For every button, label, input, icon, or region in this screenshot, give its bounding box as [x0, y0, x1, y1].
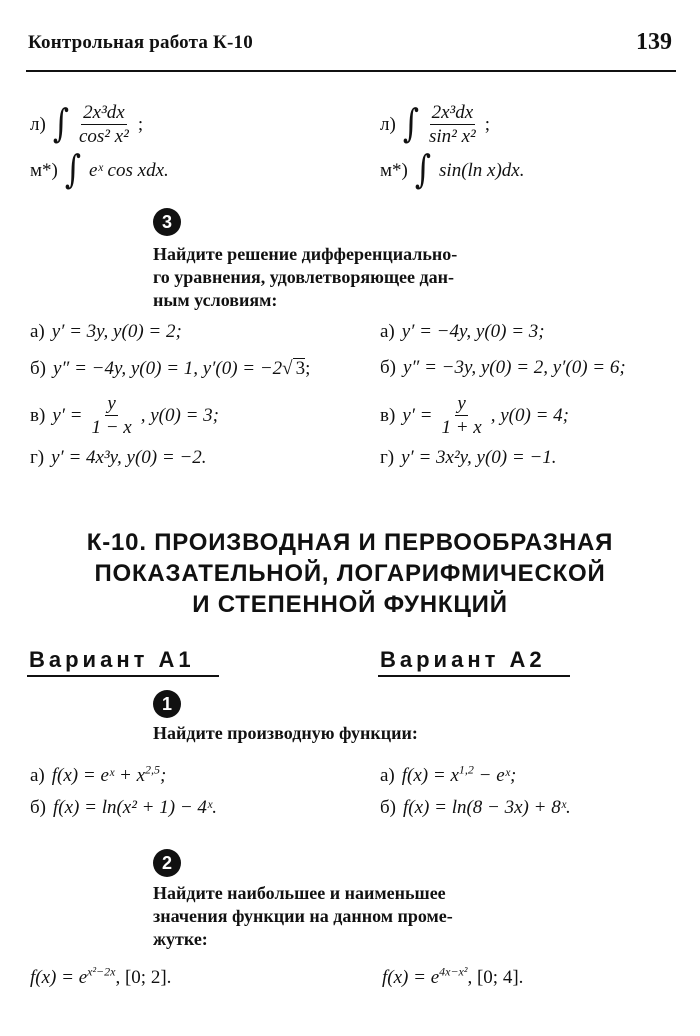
- chapter-title-line: ПОКАЗАТЕЛЬНОЙ, ЛОГАРИФМИЧЕСКОЙ: [94, 560, 606, 587]
- math-expression: [51, 762, 167, 786]
- exponent: x²−2x: [87, 964, 116, 979]
- task-3b-right: [380, 358, 626, 377]
- chapter-title-line: И СТЕПЕННОЙ ФУНКЦИЙ: [192, 591, 508, 618]
- section-2-marker: 2: [153, 849, 181, 877]
- fraction-denominator: cos² x²: [78, 126, 129, 147]
- task-3a-left: [30, 322, 182, 341]
- item-label: м*): [380, 159, 408, 181]
- expression-end: ;: [160, 765, 167, 786]
- task-m-right: [380, 147, 525, 193]
- fraction-numerator: 2x³dx: [431, 102, 474, 123]
- expression-part: f(x) = eˣ + x: [51, 765, 146, 786]
- fraction: [77, 103, 131, 146]
- math-expression: [53, 358, 310, 378]
- integral-sign: ∫: [52, 101, 69, 147]
- task-3v-right: [380, 394, 569, 437]
- item-label: б): [30, 797, 46, 818]
- task-3v-left: [30, 394, 219, 437]
- section-1-marker: 1: [153, 690, 181, 718]
- fraction-numerator: y: [457, 393, 466, 414]
- instruction-line: Найдите наибольшее и наименьшее: [153, 883, 446, 903]
- math-expression: [382, 964, 524, 988]
- instruction-line: го уравнения, удовлетворяющее дан-: [153, 267, 454, 287]
- math-expression: y″ = −3y, y(0) = 2, y′(0) = 6;: [403, 357, 626, 378]
- integral-sign: ∫: [414, 147, 432, 193]
- fraction-numerator: y: [107, 393, 116, 414]
- item-label: б): [380, 357, 396, 378]
- expression-part: f(x) = e: [30, 967, 88, 988]
- math-expression: y′ = 3x²y, y(0) = −1.: [401, 447, 557, 468]
- radical-sign: √: [282, 357, 293, 379]
- task-2-left: [30, 964, 172, 988]
- instruction-line: значения функции на данном проме-: [153, 906, 453, 926]
- section-2-instruction: [153, 882, 453, 951]
- page-number: 139: [636, 29, 672, 55]
- item-label: в): [380, 405, 396, 426]
- item-label: г): [30, 447, 45, 468]
- math-expression: eˣ cos xdx.: [89, 159, 169, 181]
- item-label: м*): [30, 159, 58, 181]
- math-expression: sin(ln x)dx.: [439, 159, 525, 181]
- fraction: [439, 394, 483, 437]
- math-expression: f(x) = ln(x² + 1) − 4ˣ.: [53, 797, 218, 818]
- task-l-left: [30, 103, 143, 146]
- exponent: 1,2: [458, 762, 474, 777]
- task-3g-left: [30, 448, 207, 467]
- fraction-numerator: 2x³dx: [83, 102, 125, 123]
- section-1-instruction: Найдите производную функции:: [153, 723, 418, 743]
- item-label: а): [30, 765, 45, 786]
- item-label: б): [30, 357, 46, 379]
- fraction-denominator: 1 + x: [441, 417, 482, 438]
- math-expression: [30, 964, 172, 988]
- exponent: 2,5: [145, 762, 161, 777]
- item-label: б): [380, 797, 396, 818]
- item-label: л): [30, 114, 46, 135]
- task-1a-left: [30, 762, 167, 786]
- item-label: в): [30, 405, 46, 426]
- fraction-denominator: sin² x²: [428, 126, 476, 147]
- expression-end: , [0; 2].: [115, 967, 172, 988]
- expression-part: f(x) = x: [401, 765, 459, 786]
- item-label: а): [30, 321, 45, 342]
- equation-lhs: y′ =: [402, 405, 433, 426]
- math-expression: y′ = 4x³y, y(0) = −2.: [51, 447, 207, 468]
- chapter-title-line: К-10. ПРОИЗВОДНАЯ И ПЕРВООБРАЗНАЯ: [86, 529, 614, 556]
- task-3b-left: [30, 358, 310, 378]
- punctuation: ;: [484, 114, 490, 135]
- integral-sign: ∫: [64, 147, 82, 193]
- expression-part: f(x) = e: [382, 967, 440, 988]
- equation-rhs: , y(0) = 4;: [490, 405, 569, 426]
- fraction: [427, 103, 478, 146]
- task-3g-right: [380, 448, 557, 467]
- task-1a-right: [380, 762, 517, 786]
- equation-lhs: y′ =: [52, 405, 83, 426]
- running-header-title: Контрольная работа К-10: [28, 32, 253, 53]
- fraction-denominator: 1 − x: [91, 417, 132, 438]
- exponent: 4x−x²: [439, 964, 468, 979]
- expression-part: y″ = −4y, y(0) = 1, y′(0) = −2: [53, 357, 283, 379]
- variant-a1-heading: Вариант А1: [29, 647, 195, 672]
- punctuation: ;: [305, 357, 311, 379]
- item-label: л): [380, 114, 396, 135]
- section-3-marker: 3: [153, 208, 181, 236]
- fraction: [89, 394, 133, 437]
- punctuation: ;: [137, 114, 144, 135]
- equation-rhs: , y(0) = 3;: [140, 405, 219, 426]
- chapter-title: [0, 527, 700, 620]
- task-2-right: [382, 964, 524, 988]
- integral-sign: ∫: [402, 101, 419, 147]
- expression-end: − eˣ;: [473, 765, 517, 786]
- task-l-right: [380, 103, 490, 146]
- expression-end: , [0; 4].: [467, 967, 524, 988]
- math-expression: f(x) = ln(8 − 3x) + 8ˣ.: [403, 797, 571, 818]
- math-expression: y′ = −4y, y(0) = 3;: [401, 321, 545, 342]
- task-1b-right: [380, 798, 571, 817]
- math-expression: y′ = 3y, y(0) = 2;: [51, 321, 182, 342]
- radicand: 3: [293, 358, 306, 378]
- variant-a1-rule: [27, 675, 219, 677]
- task-3a-right: [380, 322, 545, 341]
- instruction-line: жутке:: [153, 929, 208, 949]
- math-expression: [401, 762, 517, 786]
- item-label: г): [380, 447, 395, 468]
- instruction-line: Найдите решение дифференциально-: [153, 244, 458, 264]
- item-label: а): [380, 321, 395, 342]
- task-m-left: [30, 147, 169, 193]
- section-3-instruction: [153, 243, 457, 312]
- item-label: а): [380, 765, 395, 786]
- instruction-line: ным условиям:: [153, 290, 278, 310]
- header-rule: [26, 70, 676, 72]
- variant-a2-heading: Вариант А2: [380, 647, 546, 672]
- variant-a2-rule: [378, 675, 570, 677]
- task-1b-left: [30, 798, 217, 817]
